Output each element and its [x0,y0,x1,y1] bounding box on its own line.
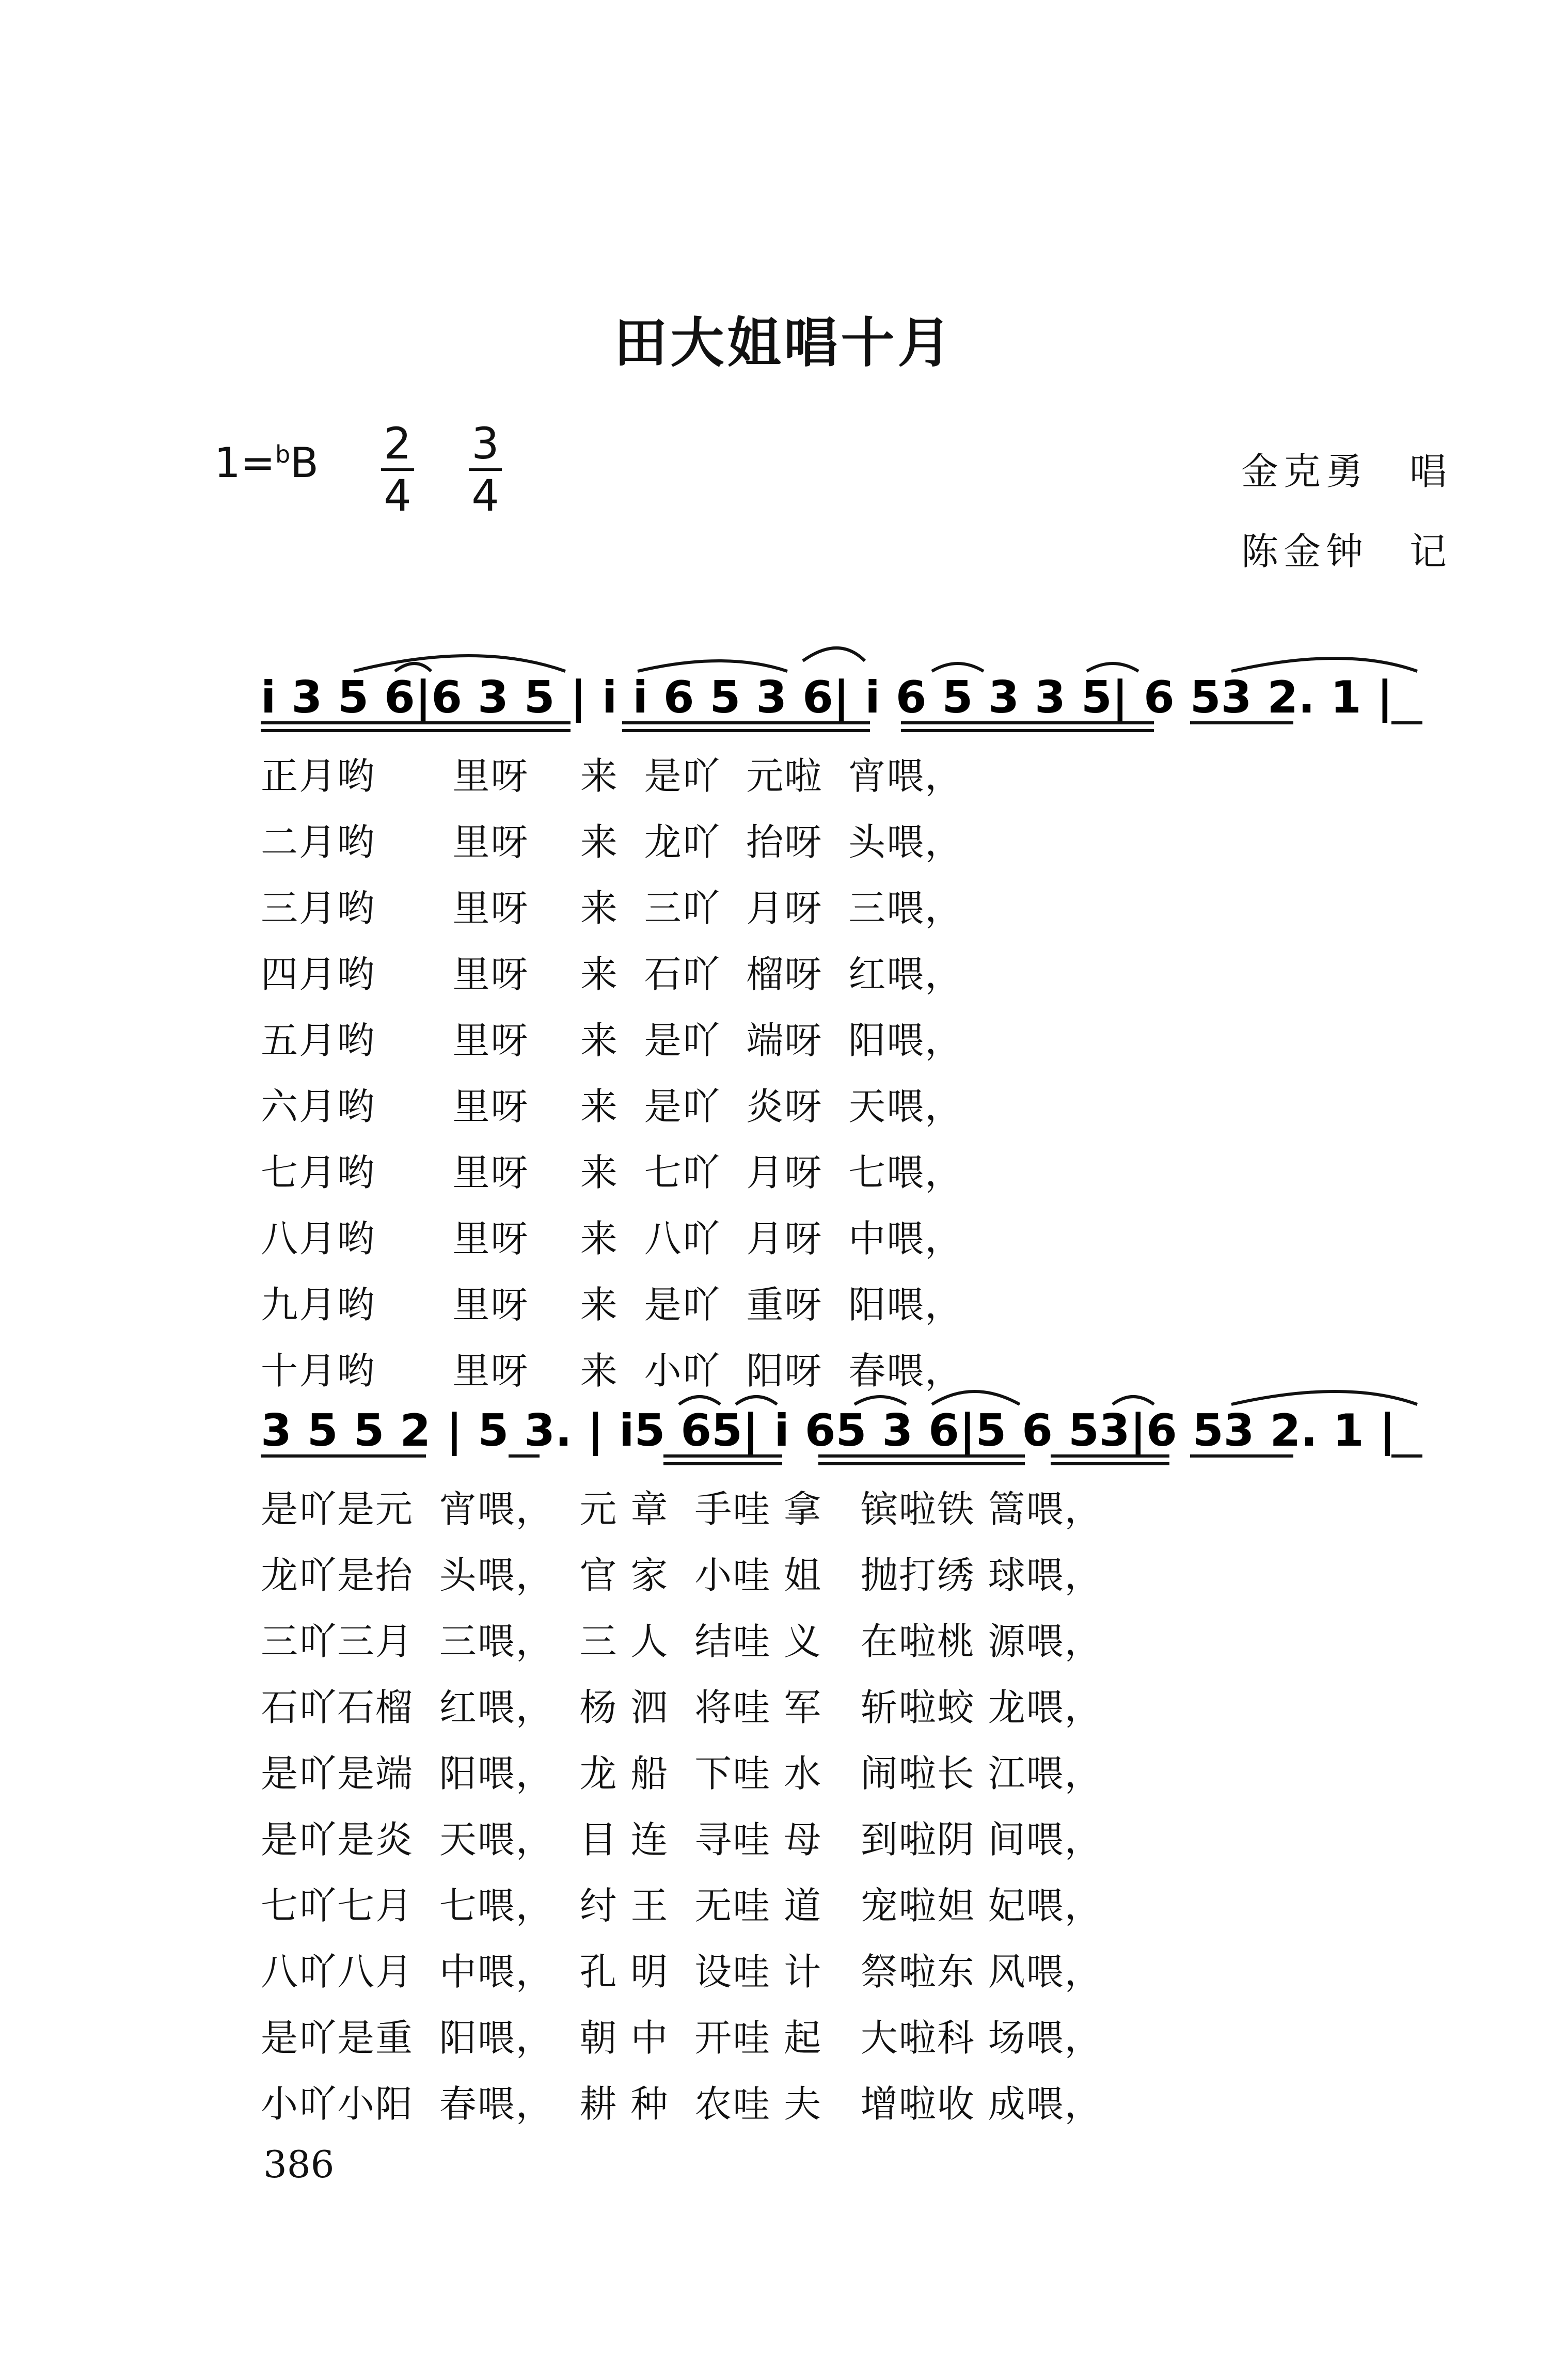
lyric-line: 二月哟 里呀 来 龙吖 抬呀 头喂， [261,820,963,864]
slur-mark [1231,1391,1417,1404]
notation-text-2: 3 5 5 2 | 5 3. | i5 65| i 65 3 6|5 6 53|6 53 2. 1 | [261,1405,1396,1457]
lyric-line: 是吖是元 宵喂， 元 章 手哇 拿 镔啦铁 篙喂， [261,1487,1103,1531]
time-signature-3-4 [465,418,506,521]
page-number: 386 [263,2143,335,2186]
slur-mark [932,663,984,671]
notation-line-1 [261,672,1457,754]
credit-recorder [1241,521,1452,575]
lyric-line: 石吖石榴 红喂， 杨 泗 将哇 军 斩啦蛟 龙喂， [261,1686,1103,1729]
slur-mark [395,663,431,671]
lyric-line: 小吖小阳 春喂， 耕 种 农哇 夫 增啦收 成喂， [261,2082,1103,2126]
lyric-line: 十月哟 里呀 来 小吖 阳呀 春喂， [261,1349,963,1392]
slur-mark [932,1391,1020,1404]
notation-text-1: i 3 5 6|6 3 5 | i i 6 5 3 6| i 6 5 3 3 5| 6 53 2. 1 | [261,672,1393,723]
lyric-line: 三吖三月 三喂， 三 人 结哇 义 在啦桃 源喂， [261,1620,1103,1663]
singer-role: 唱 [1409,450,1452,493]
meter-bottom: 4 [384,470,411,521]
song-title: 田大姐唱十月 [613,311,955,374]
slur-mark [1113,1397,1154,1404]
lyric-line: 九月哟 里呀 来 是吖 重呀 阳喂， [261,1283,963,1326]
lyric-line: 四月哟 里呀 来 石吖 榴呀 红喂， [261,953,963,996]
lyric-line: 七月哟 里呀 来 七吖 月呀 七喂， [261,1151,963,1194]
lyric-line: 八月哟 里呀 来 八吖 月呀 中喂， [261,1217,963,1260]
lyric-line: 八吖八月 中喂， 孔 明 设哇 计 祭啦东 风喂， [261,1950,1103,1993]
lyric-line: 七吖七月 七喂， 纣 王 无哇 道 宠啦妲 妃喂， [261,1884,1103,1927]
slur-mark [354,656,565,671]
slur-mark [638,661,787,671]
notation-line-2 [261,1405,1457,1487]
key-note: B [290,439,319,487]
lyric-line: 六月哟 里呀 来 是吖 炎呀 天喂， [261,1085,963,1128]
slur-mark [679,1397,720,1404]
slur-mark [854,1397,906,1404]
meter-top: 3 [471,418,499,469]
slur-mark [1231,658,1417,671]
key-prefix: 1= [214,439,275,487]
lyric-line: 五月哟 里呀 来 是吖 端呀 阳喂， [261,1019,963,1062]
slur-mark [1087,663,1138,671]
meter-bottom: 4 [471,470,499,521]
flat-sign: b [275,440,291,468]
lyric-line: 龙吖是抬 头喂， 官 家 小哇 姐 抛打绣 球喂， [261,1554,1103,1597]
meter-top: 2 [384,418,411,469]
slur-mark [736,1397,777,1404]
lyric-line: 是吖是端 阳喂， 龙 船 下哇 水 闹啦长 江喂， [261,1752,1103,1795]
time-signature-2-4 [377,418,418,521]
lyric-line: 是吖是炎 天喂， 目 连 寻哇 母 到啦阴 间喂， [261,1818,1103,1861]
key-signature [214,439,319,487]
lyric-line: 正月哟 里呀 来 是吖 元啦 宵喂， [261,754,963,798]
singer-name: 金克勇 [1241,450,1368,493]
lyric-line: 是吖是重 阳喂， 朝 中 开哇 起 大啦科 场喂， [261,2016,1103,2060]
slur-mark [803,648,865,661]
recorder-role: 记 [1409,530,1452,573]
credit-singer [1241,441,1452,495]
lyric-line: 三月哟 里呀 来 三吖 月呀 三喂， [261,887,963,930]
recorder-name: 陈金钟 [1241,530,1368,573]
